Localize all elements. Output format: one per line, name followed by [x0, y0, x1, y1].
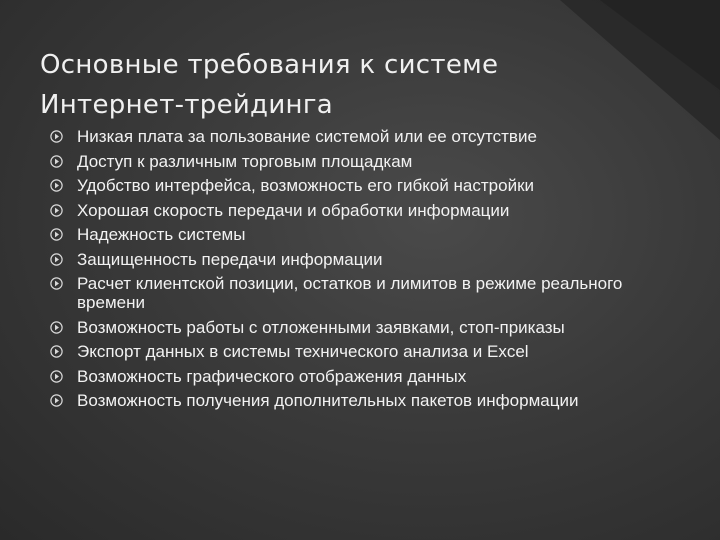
circled-arrow-icon	[50, 253, 63, 266]
list-item-text: Низкая плата за пользование системой или ее отсутствие	[77, 127, 537, 146]
circled-arrow-icon	[50, 321, 63, 334]
list-item	[50, 318, 670, 337]
circled-arrow-icon	[50, 130, 63, 143]
circled-arrow-icon	[50, 345, 63, 358]
title-line-2: Интернет-трейдинга	[40, 90, 334, 121]
list-item	[50, 225, 670, 244]
list-item	[50, 250, 670, 269]
list-item	[50, 152, 670, 171]
list-item-text: Доступ к различным торговым площадкам	[77, 151, 413, 171]
circled-arrow-icon	[50, 179, 63, 192]
list-item	[50, 391, 670, 410]
slide-title	[40, 45, 660, 125]
list-item-text: Хорошая скорость передачи и обработки информации	[77, 200, 510, 220]
list-item-text: Возможность графического отображения данных	[77, 366, 467, 386]
circled-arrow-icon	[50, 204, 63, 217]
list-item-text: Защищенность передачи информации	[77, 249, 383, 269]
list-item	[50, 176, 670, 195]
circled-arrow-icon	[50, 155, 63, 168]
list-item	[50, 127, 670, 146]
list-item-text: Возможность получения дополнительных пакетов информации	[77, 391, 579, 410]
circled-arrow-icon	[50, 228, 63, 241]
list-item	[50, 201, 670, 220]
list-item	[50, 367, 670, 386]
list-item-text: Экспорт данных в системы технического анализа и Excel	[77, 342, 529, 361]
list-item-text: Надежность системы	[77, 225, 246, 244]
list-item-text: Расчет клиентской позиции, остатков и лимитов в режиме реального времени	[77, 274, 623, 312]
circled-arrow-icon	[50, 277, 63, 290]
title-line-1: Основные требования к системе	[40, 50, 499, 81]
list-item	[50, 342, 670, 361]
list-item-text: Возможность работы с отложенными заявками, стоп-приказы	[77, 317, 565, 337]
circled-arrow-icon	[50, 370, 63, 383]
circled-arrow-icon	[50, 394, 63, 407]
list-item	[50, 274, 670, 312]
requirements-list	[50, 127, 670, 416]
list-item-text: Удобство интерфейса, возможность его гибкой настройки	[77, 176, 535, 195]
